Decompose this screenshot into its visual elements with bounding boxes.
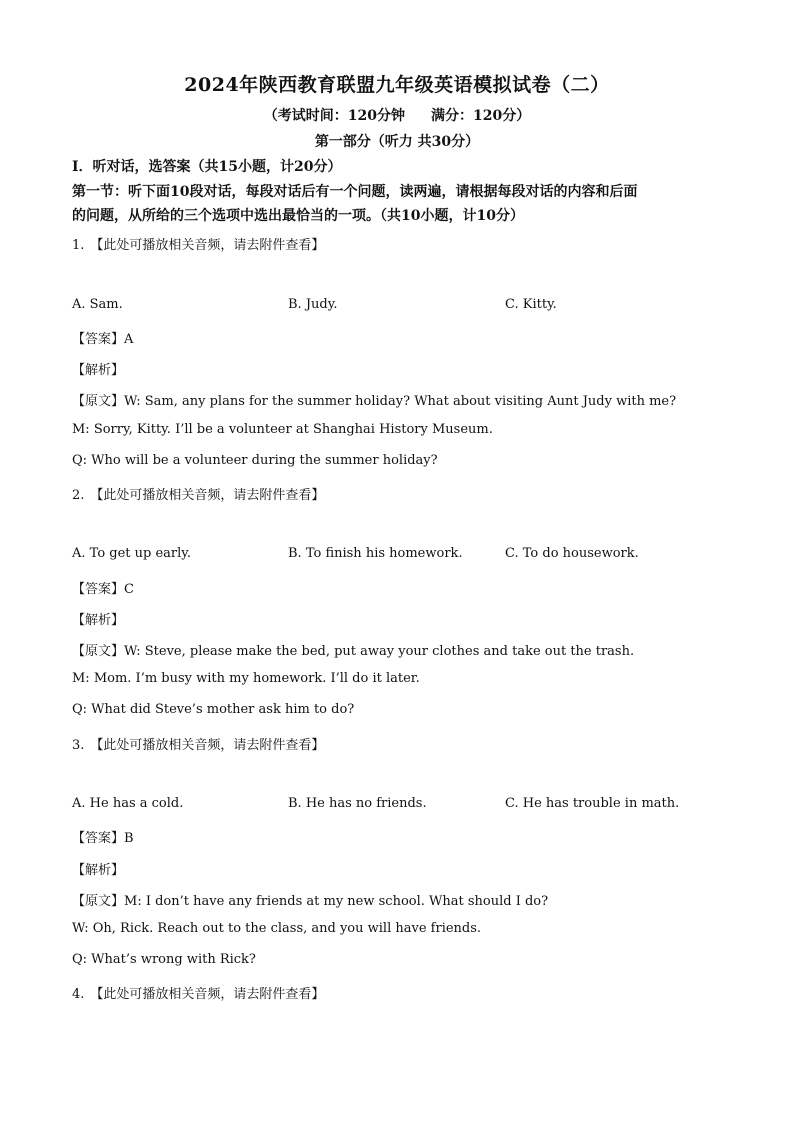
question-number: 3. [72, 738, 85, 753]
option-b: B. To finish his homework. [288, 546, 463, 561]
answer-value: A [124, 332, 134, 347]
answer-value: B [124, 831, 134, 846]
instruction-line-2: 的问题，从所给的三个选项中选出最恰当的一项。（共10小题，计10分） [72, 208, 524, 224]
script-line: Q: What did Steve’s mother ask him to do? [72, 702, 355, 717]
script-line: Q: Who will be a volunteer during the summer holiday? [72, 453, 438, 468]
audio-note: 【此处可播放相关音频，请去附件查看】 [90, 238, 325, 253]
analysis-label: 【解析】 [72, 863, 125, 878]
answer-label: 【答案】 [72, 831, 125, 846]
audio-note: 【此处可播放相关音频，请去附件查看】 [90, 987, 325, 1002]
question-3 [72, 734, 324, 753]
option-a: A. He has a cold. [72, 796, 184, 811]
time-info: （考试时间：120分钟 [263, 108, 405, 124]
part-heading: 第一部分（听力 共30分） [314, 134, 480, 150]
section-heading: Ⅰ．听对话，选答案（共15小题，计20分） [72, 159, 342, 175]
option-a: A. Sam. [72, 297, 123, 312]
answer-value: C [124, 582, 134, 597]
script-line: 【原文】W: Steve, please make the bed, put away your clothes and take out the trash. [72, 644, 635, 659]
option-a: A. To get up early. [72, 546, 192, 561]
script-line: Q: What’s wrong with Rick? [72, 952, 256, 967]
question-number: 2. [72, 488, 85, 503]
original-label: 【原文】 [72, 644, 125, 659]
original-label: 【原文】 [72, 394, 125, 409]
analysis-label: 【解析】 [72, 363, 125, 378]
analysis-label: 【解析】 [72, 613, 125, 628]
original-label: 【原文】 [72, 894, 125, 909]
option-c: C. Kitty. [505, 297, 557, 312]
answer-label: 【答案】 [72, 332, 125, 347]
question-2 [72, 484, 324, 503]
answer-line [72, 328, 133, 347]
script-line: 【原文】M: I don’t have any friends at my new school. What should I do? [72, 894, 549, 909]
script-line: W: Oh, Rick. Reach out to the class, and you will have friends. [72, 921, 482, 936]
question-number: 1. [72, 238, 85, 253]
option-c: C. To do housework. [505, 546, 639, 561]
exam-title: 2024年陕西教育联盟九年级英语模拟试卷（二） [184, 74, 610, 96]
answer-line [72, 827, 134, 846]
answer-label: 【答案】 [72, 582, 125, 597]
option-c: C. He has trouble in math. [505, 796, 680, 811]
option-b: B. He has no friends. [288, 796, 427, 811]
option-b: B. Judy. [288, 297, 338, 312]
exam-time-score [0, 105, 794, 125]
question-number: 4. [72, 987, 85, 1002]
answer-line [72, 578, 134, 597]
script-line: M: Mom. I’m busy with my homework. I’ll do it later. [72, 671, 420, 686]
audio-note: 【此处可播放相关音频，请去附件查看】 [90, 738, 325, 753]
audio-note: 【此处可播放相关音频，请去附件查看】 [90, 488, 325, 503]
score-info: 满分：120分） [431, 108, 531, 124]
question-4 [72, 983, 324, 1002]
question-1 [72, 234, 324, 253]
script-line: M: Sorry, Kitty. I’ll be a volunteer at Shanghai History Museum. [72, 422, 493, 437]
instruction-line-1: 第一节：听下面10段对话，每段对话后有一个问题，读两遍，请根据每段对话的内容和后面 [72, 184, 638, 200]
script-line: 【原文】W: Sam, any plans for the summer holiday? What about visiting Aunt Judy with me? [72, 394, 677, 409]
